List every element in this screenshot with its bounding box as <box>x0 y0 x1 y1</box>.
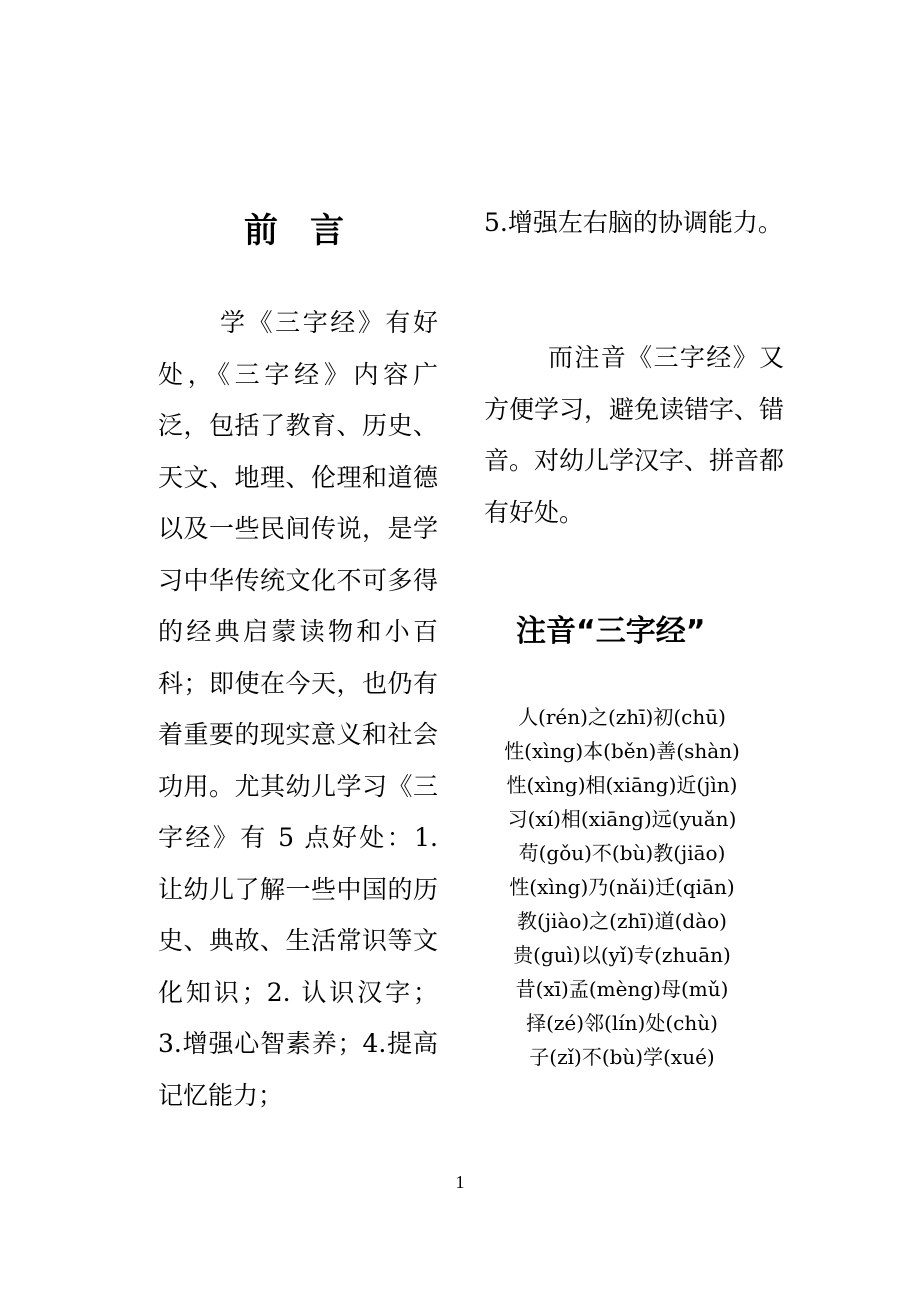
preface-continuation: 5.增强左右脑的协调能力。 <box>484 208 783 237</box>
verse-line: 子(zǐ)不(bù)学(xué) <box>529 1045 715 1069</box>
preface-second-paragraph: 而注音《三字经》又方便学习，避免读错字、错音。对幼儿学汉字、拼音都有好处。 <box>484 343 785 527</box>
verse-line: 性(xìng)乃(nǎi)迁(qiān) <box>509 875 735 899</box>
page-number: 1 <box>455 1172 465 1192</box>
verse-line: 习(xí)相(xiāng)远(yuǎn) <box>507 807 737 831</box>
verse-list <box>484 700 760 1074</box>
section-title: 注音“三字经” <box>516 614 706 649</box>
verse-line: 性(xìng)相(xiāng)近(jìn) <box>506 773 738 797</box>
verse-line: 择(zé)邻(lín)处(chù) <box>526 1011 718 1035</box>
verse-line: 贵(guì)以(yǐ)专(zhuān) <box>513 943 731 967</box>
preface-paragraph: 学《三字经》有好处，《三字经》内容广泛，包括了教育、历史、天文、地理、伦理和道德以及一些民间传说，是学习中华传统文化不可多得的经典启蒙读物和小百科；即使在今天，也仍有着重要的现实意义和社会功用。尤其幼儿学习《三字经》有 5 点好处：1. 让幼儿了解一些中国的历史、典故、生活常识等文化知识；2. 认识汉字；3.增强心智素养；4.提高记忆能力； <box>158 308 438 1110</box>
verse-line: 教(jiào)之(zhī)道(dào) <box>517 909 727 933</box>
verse-line: 性(xìng)本(běn)善(shàn) <box>504 739 740 763</box>
verse-line: 人(rén)之(zhī)初(chū) <box>518 705 726 729</box>
preface-title: 前言 <box>244 211 376 251</box>
verse-line: 昔(xī)孟(mèng)母(mǔ) <box>515 977 729 1001</box>
verse-line: 苟(gǒu)不(bù)教(jiāo) <box>518 841 726 865</box>
